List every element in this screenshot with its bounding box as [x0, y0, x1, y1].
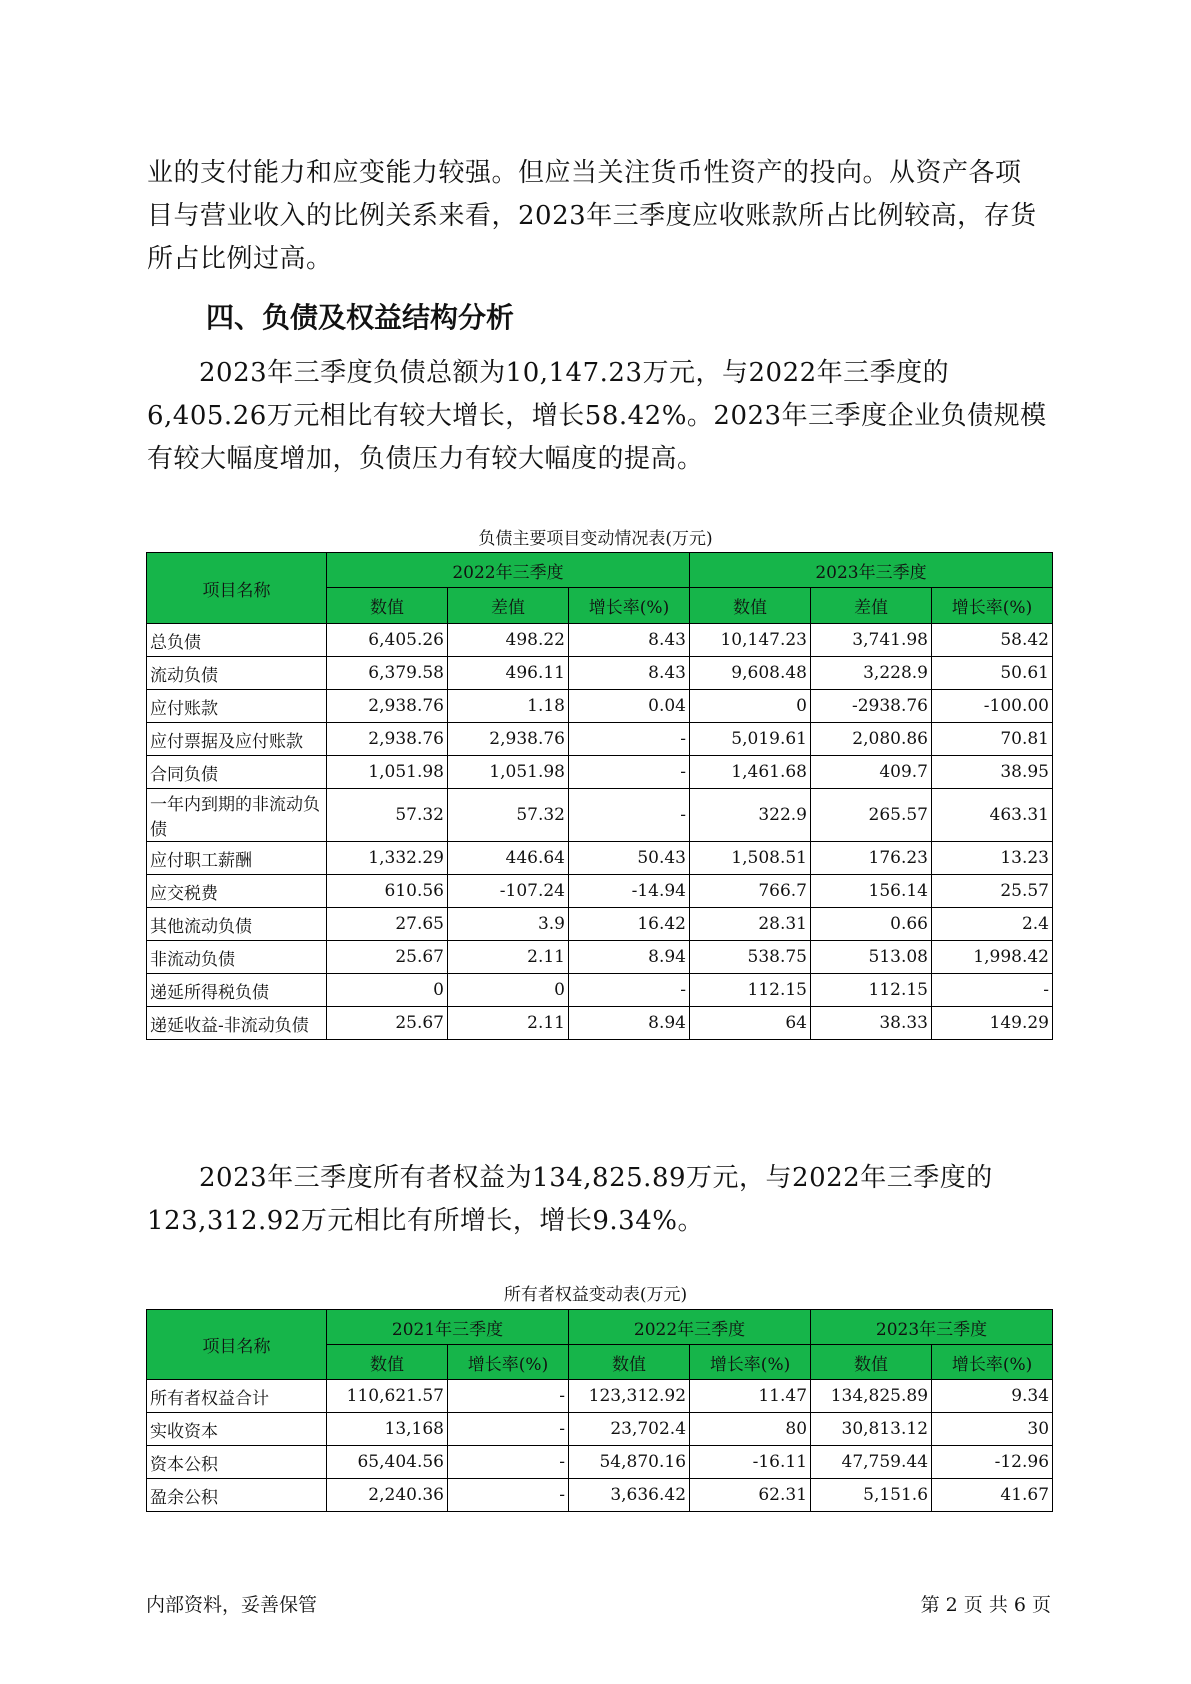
table-cell: 1,998.42	[932, 941, 1053, 974]
table-cell: 57.32	[448, 789, 569, 842]
equity-paragraph: 2023年三季度所有者权益为134,825.89万元，与2022年三季度的123,312.92万元相比有所增长，增长9.34%。	[147, 1163, 993, 1236]
column-header: 增长率(%)	[448, 1345, 569, 1380]
column-header: 增长率(%)	[932, 1345, 1053, 1380]
column-header: 数值	[811, 1345, 932, 1380]
row-label: 合同负债	[147, 756, 327, 789]
row-label: 流动负债	[147, 657, 327, 690]
table-cell: 110,621.57	[327, 1380, 448, 1413]
period-header: 2022年三季度	[327, 553, 690, 588]
table-cell: 16.42	[569, 908, 690, 941]
row-label: 应付账款	[147, 690, 327, 723]
column-header: 数值	[569, 1345, 690, 1380]
table-cell: 112.15	[811, 974, 932, 1007]
row-label: 非流动负债	[147, 941, 327, 974]
table-cell: 322.9	[690, 789, 811, 842]
table-cell: 2,080.86	[811, 723, 932, 756]
table-cell: 463.31	[932, 789, 1053, 842]
table-row	[147, 624, 1053, 657]
footer-confidential-note: 内部资料，妥善保管	[146, 1594, 318, 1616]
table-cell: 10,147.23	[690, 624, 811, 657]
table-cell: 5,019.61	[690, 723, 811, 756]
column-header: 增长率(%)	[569, 588, 690, 624]
table-row	[147, 941, 1053, 974]
table-cell: 513.08	[811, 941, 932, 974]
table-row	[147, 789, 1053, 842]
liability-paragraph: 2023年三季度负债总额为10,147.23万元，与2022年三季度的6,405.26万元相比有较大增长，增长58.42%。2023年三季度企业负债规模有较大幅度增加，负债压力有较大幅度的提高。	[147, 358, 1047, 474]
row-label: 应付职工薪酬	[147, 842, 327, 875]
liability-table	[146, 552, 1053, 1040]
table-cell: 2,938.76	[448, 723, 569, 756]
row-label: 应交税费	[147, 875, 327, 908]
table-cell: -14.94	[569, 875, 690, 908]
row-label: 其他流动负债	[147, 908, 327, 941]
table-cell: 25.57	[932, 875, 1053, 908]
table-cell: 9,608.48	[690, 657, 811, 690]
intro-paragraph: 业的支付能力和应变能力较强。但应当关注货币性资产的投向。从资产各项目与营业收入的比例关系来看，2023年三季度应收账款所占比例较高，存货所占比例过高。	[147, 158, 1037, 274]
table-cell: 2,240.36	[327, 1479, 448, 1512]
period-header: 2022年三季度	[569, 1310, 811, 1345]
table-row	[147, 756, 1053, 789]
table-row	[147, 690, 1053, 723]
table-row	[147, 1380, 1053, 1413]
period-header: 2023年三季度	[811, 1310, 1053, 1345]
table-cell: -100.00	[932, 690, 1053, 723]
row-label: 资本公积	[147, 1446, 327, 1479]
period-header: 2023年三季度	[690, 553, 1053, 588]
table-cell: 58.42	[932, 624, 1053, 657]
table-cell: 1,051.98	[327, 756, 448, 789]
table-cell: 41.67	[932, 1479, 1053, 1512]
table-cell: 70.81	[932, 723, 1053, 756]
table-cell: 30	[932, 1413, 1053, 1446]
table-cell: 5,151.6	[811, 1479, 932, 1512]
row-label: 所有者权益合计	[147, 1380, 327, 1413]
table-cell: 8.43	[569, 624, 690, 657]
column-header: 差值	[448, 588, 569, 624]
table-row	[147, 657, 1053, 690]
row-label: 盈余公积	[147, 1479, 327, 1512]
table-cell: 3,228.9	[811, 657, 932, 690]
liability-table-caption: 负债主要项目变动情况表(万元)	[478, 529, 713, 549]
item-name-header: 项目名称	[147, 553, 327, 624]
table-cell: 8.94	[569, 1007, 690, 1040]
column-header: 增长率(%)	[690, 1345, 811, 1380]
table-cell: 9.34	[932, 1380, 1053, 1413]
table-cell: 38.95	[932, 756, 1053, 789]
table-cell: 3.9	[448, 908, 569, 941]
table-cell: 27.65	[327, 908, 448, 941]
table-cell: 496.11	[448, 657, 569, 690]
table-cell: 1,461.68	[690, 756, 811, 789]
table-cell: -	[569, 723, 690, 756]
table-cell: 13,168	[327, 1413, 448, 1446]
table-cell: 25.67	[327, 941, 448, 974]
equity-table	[146, 1309, 1053, 1512]
table-row	[147, 1007, 1053, 1040]
table-cell: 2.4	[932, 908, 1053, 941]
table-cell: -	[448, 1380, 569, 1413]
table-cell: 112.15	[690, 974, 811, 1007]
table-cell: 538.75	[690, 941, 811, 974]
table-cell: -2938.76	[811, 690, 932, 723]
table-cell: -	[569, 789, 690, 842]
table-row	[147, 1479, 1053, 1512]
table-cell: 123,312.92	[569, 1380, 690, 1413]
table-cell: -	[932, 974, 1053, 1007]
table-cell: 2,938.76	[327, 723, 448, 756]
table-cell: 2,938.76	[327, 690, 448, 723]
table-cell: 409.7	[811, 756, 932, 789]
table-cell: 176.23	[811, 842, 932, 875]
table-cell: 57.32	[327, 789, 448, 842]
row-label: 实收资本	[147, 1413, 327, 1446]
table-cell: 149.29	[932, 1007, 1053, 1040]
table-cell: 11.47	[690, 1380, 811, 1413]
table-cell: 23,702.4	[569, 1413, 690, 1446]
table-cell: 1.18	[448, 690, 569, 723]
row-label: 总负债	[147, 624, 327, 657]
column-header: 增长率(%)	[932, 588, 1053, 624]
period-header: 2021年三季度	[327, 1310, 569, 1345]
table-cell: 1,508.51	[690, 842, 811, 875]
table-cell: 8.43	[569, 657, 690, 690]
table-cell: 38.33	[811, 1007, 932, 1040]
column-header: 数值	[690, 588, 811, 624]
table-cell: 2.11	[448, 941, 569, 974]
table-cell: 1,051.98	[448, 756, 569, 789]
table-cell: 0	[690, 690, 811, 723]
table-cell: 766.7	[690, 875, 811, 908]
table-cell: 0.66	[811, 908, 932, 941]
table-cell: 134,825.89	[811, 1380, 932, 1413]
table-cell: 80	[690, 1413, 811, 1446]
table-cell: 54,870.16	[569, 1446, 690, 1479]
table-cell: 6,379.58	[327, 657, 448, 690]
table-row	[147, 1413, 1053, 1446]
table-cell: -12.96	[932, 1446, 1053, 1479]
table-row	[147, 908, 1053, 941]
table-cell: -	[448, 1413, 569, 1446]
table-cell: 6,405.26	[327, 624, 448, 657]
table-cell: 30,813.12	[811, 1413, 932, 1446]
section-heading: 四、负债及权益结构分析	[206, 301, 515, 334]
table-row	[147, 875, 1053, 908]
table-cell: -	[448, 1446, 569, 1479]
table-cell: 50.61	[932, 657, 1053, 690]
table-cell: 50.43	[569, 842, 690, 875]
table-cell: -	[448, 1479, 569, 1512]
table-cell: 1,332.29	[327, 842, 448, 875]
table-row	[147, 1446, 1053, 1479]
table-row	[147, 842, 1053, 875]
table-row	[147, 974, 1053, 1007]
table-cell: -107.24	[448, 875, 569, 908]
row-label: 应付票据及应付账款	[147, 723, 327, 756]
table-cell: -	[569, 974, 690, 1007]
item-name-header: 项目名称	[147, 1310, 327, 1380]
table-cell: 0	[448, 974, 569, 1007]
table-cell: 265.57	[811, 789, 932, 842]
table-cell: 28.31	[690, 908, 811, 941]
row-label: 一年内到期的非流动负债	[147, 789, 327, 842]
table-cell: 498.22	[448, 624, 569, 657]
table-cell: 156.14	[811, 875, 932, 908]
table-cell: 47,759.44	[811, 1446, 932, 1479]
column-header: 数值	[327, 588, 448, 624]
table-cell: 0.04	[569, 690, 690, 723]
column-header: 差值	[811, 588, 932, 624]
footer-page-number: 第 2 页 共 6 页	[920, 1594, 1051, 1616]
table-cell: 446.64	[448, 842, 569, 875]
table-cell: 610.56	[327, 875, 448, 908]
table-cell: -16.11	[690, 1446, 811, 1479]
table-cell: 2.11	[448, 1007, 569, 1040]
table-cell: -	[569, 756, 690, 789]
table-cell: 65,404.56	[327, 1446, 448, 1479]
row-label: 递延收益-非流动负债	[147, 1007, 327, 1040]
column-header: 数值	[327, 1345, 448, 1380]
table-cell: 3,636.42	[569, 1479, 690, 1512]
table-cell: 13.23	[932, 842, 1053, 875]
table-cell: 8.94	[569, 941, 690, 974]
row-label: 递延所得税负债	[147, 974, 327, 1007]
table-cell: 25.67	[327, 1007, 448, 1040]
table-cell: 3,741.98	[811, 624, 932, 657]
table-row	[147, 723, 1053, 756]
table-cell: 0	[327, 974, 448, 1007]
table-cell: 62.31	[690, 1479, 811, 1512]
table-cell: 64	[690, 1007, 811, 1040]
equity-table-caption: 所有者权益变动表(万元)	[503, 1285, 688, 1305]
